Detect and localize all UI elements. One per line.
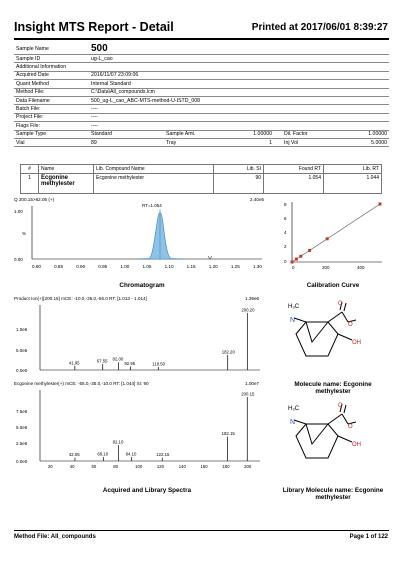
x-tick: 0: [292, 265, 295, 270]
meta-value: 89: [89, 138, 164, 146]
x-tick: 1.15: [186, 264, 196, 269]
atom-label: OH: [352, 340, 361, 346]
meta-value: [89, 63, 389, 71]
peak-label: 82.10: [112, 439, 124, 445]
peak-label: 82.00: [112, 356, 124, 362]
atom-label: O: [348, 322, 353, 328]
y-tick: 5.0e5: [16, 348, 28, 353]
col-header: #: [21, 165, 39, 174]
peak-label: 118.50: [152, 361, 166, 367]
y-tick: 7.5e6: [16, 409, 28, 414]
meta-value: 1: [219, 138, 274, 146]
library-molecule-structure-image: [278, 398, 383, 478]
peak-label: 182.15: [221, 431, 235, 437]
meta-label: Method File:: [14, 88, 89, 96]
y-tick: 4: [284, 230, 287, 235]
meta-value: 1.00000: [219, 130, 274, 138]
x-tick: 1.20: [208, 264, 218, 269]
fit-line: [292, 204, 380, 262]
meta-label: Project File:: [14, 113, 89, 121]
calibration-point: [326, 237, 329, 240]
x-tick: 160: [200, 464, 208, 469]
meta-label: Sample ID: [14, 55, 89, 63]
peak-label: 41.95: [68, 360, 80, 366]
meta-label: Additional Information: [14, 63, 89, 71]
x-tick: 0.85: [54, 264, 64, 269]
peak-label: 200.20: [241, 307, 255, 313]
peak-label: 42.05: [68, 452, 80, 458]
x-tick: 80: [113, 464, 119, 469]
sample-info-table: [14, 43, 389, 147]
peak-label: 92.95: [124, 360, 136, 366]
x-tick: 1.00: [120, 264, 130, 269]
cell: 1.054: [264, 174, 324, 194]
meta-label: Vial: [14, 138, 89, 146]
x-tick: 1.30: [252, 264, 262, 269]
x-tick: 20: [47, 464, 53, 469]
meta-label: Data Filename: [14, 96, 89, 104]
x-tick: 60: [91, 464, 97, 469]
x-tick: 0.80: [32, 264, 41, 269]
x-tick: 1.25: [230, 264, 240, 269]
x-tick: 40: [69, 464, 75, 469]
chromatogram-x-axis: [32, 264, 262, 269]
atom-label: H₃C: [288, 406, 300, 412]
atom-label: O: [338, 301, 343, 307]
atom-label: O: [348, 424, 353, 430]
meta-label: Sample Amt.: [164, 130, 219, 138]
col-header: Name: [39, 165, 94, 174]
y-tick: 5.0e6: [16, 425, 28, 430]
x-tick: 200: [244, 464, 252, 469]
peak-label: 122.15: [156, 452, 170, 458]
peak-label: 68.10: [97, 451, 109, 457]
y-tick: %: [22, 231, 27, 236]
acquired-spectrum-header: Product Ion(+)[200.15] mCE: -10.0,-35.0,-55.0 RT: [1.013 - 1.014]: [14, 296, 147, 301]
sample-name-value: 500: [89, 43, 389, 55]
peak-area: [134, 213, 184, 260]
meta-value: Standard: [89, 130, 164, 138]
rt-label: RT=1.054: [142, 203, 162, 208]
meta-label: Tray: [164, 138, 219, 146]
footer-method-file: Method File: All_compounds: [14, 534, 96, 540]
x-tick: 1.10: [164, 264, 174, 269]
x-tick: 400: [357, 265, 365, 270]
meta-label: Sample Name: [14, 43, 89, 55]
calibration-point: [291, 261, 294, 264]
acquired-spectrum-max: 1.39e6: [245, 296, 260, 301]
footer-divider: [14, 530, 389, 531]
x-tick: 0.95: [98, 264, 108, 269]
x-tick: 1.05: [142, 264, 152, 269]
meta-value: ----: [89, 113, 389, 121]
chromatogram-max: 2.40e5: [250, 197, 265, 202]
y-tick: 1.0e6: [16, 327, 28, 332]
atom-label: N: [290, 317, 296, 324]
col-header: Lib. Compound Name: [94, 165, 214, 174]
footer-page-number: Page 1 of 122: [349, 534, 388, 540]
calibration-point: [379, 203, 382, 206]
meta-label: Inj Vol: [274, 138, 329, 146]
x-tick: 100: [135, 464, 143, 469]
cell: Ecgonine methylester: [94, 174, 214, 194]
acquired-spectrum-plot: [14, 302, 264, 374]
atom-label: OH: [352, 442, 361, 448]
y-tick: 1.00: [14, 209, 23, 214]
cell: 90: [214, 174, 264, 194]
y-tick: 0.0e0: [16, 459, 28, 464]
x-tick: 200: [322, 265, 330, 270]
y-tick: 0: [284, 259, 287, 264]
calibration-caption: Calibration Curve: [306, 282, 360, 289]
molecule-structure-image: [278, 300, 383, 374]
meta-value: ug-L_cao: [89, 55, 389, 63]
calibration-point: [295, 258, 298, 261]
meta-value: ----: [89, 122, 389, 130]
library-molecule-caption: Library Molecule name: Ecgonine methylester: [282, 487, 384, 501]
printed-timestamp: Printed at 2017/06/01 8:39:27: [251, 22, 388, 33]
chromatogram-plot: [14, 203, 264, 265]
calibration-plot: [280, 200, 385, 270]
col-header: Found RT: [264, 165, 324, 174]
meta-value: 5.0000: [329, 138, 389, 146]
y-tick: 8: [284, 202, 287, 207]
meta-label: Acquired Date: [14, 71, 89, 79]
library-spectrum-max: 1.00e7: [245, 381, 260, 386]
y-tick: 6: [284, 216, 287, 221]
peak-label: 182.20: [221, 349, 235, 355]
peak-label: 200.15: [241, 391, 255, 397]
meta-label: Sample Type: [14, 130, 89, 138]
table-row: [21, 174, 382, 194]
col-header: Lib. SI: [214, 165, 264, 174]
x-tick: 120: [156, 464, 165, 469]
compound-table: [20, 164, 382, 194]
spectra-caption: Acquired and Library Spectra: [102, 487, 192, 494]
atom-label: H₃C: [288, 304, 300, 310]
y-tick: 2: [284, 244, 287, 249]
peak-label: 94.10: [125, 451, 137, 457]
cell: 1: [21, 174, 39, 194]
molecule-caption: Molecule name: Ecgonine methylester: [294, 381, 372, 395]
atom-label: O: [338, 403, 343, 409]
chromatogram-caption: Chromatogram: [119, 282, 165, 289]
y-tick: 0.00: [14, 257, 23, 262]
header-divider: [14, 38, 389, 40]
x-tick: 140: [178, 464, 186, 469]
meta-value: 500_ug-L_cao_ABC-MTS-method-U-ISTD_008: [89, 96, 389, 104]
cell: Ecgonine methylester: [39, 174, 94, 194]
meta-value: ----: [89, 105, 389, 113]
atom-label: N: [290, 419, 296, 426]
meta-label: Dil. Factor: [274, 130, 329, 138]
library-spectrum-header: Ecgonine methylester(+) mCE: -55.0,-35.0,-10.0 RT: [1.044] SI: 90: [14, 381, 149, 386]
meta-value: 1.00000: [329, 130, 389, 138]
calibration-point: [308, 249, 311, 252]
calibration-point: [299, 255, 302, 258]
library-spectrum-plot: [14, 387, 264, 471]
meta-value: Internal Standard: [89, 80, 389, 88]
meta-value: 2016/11/07 23:09:06: [89, 71, 389, 79]
meta-label: Batch File:: [14, 105, 89, 113]
peak-label: 67.55: [96, 358, 108, 364]
meta-value: C:\Data\All_compounds.lcm: [89, 88, 389, 96]
x-tick: 0.90: [76, 264, 86, 269]
col-header: Lib. RT: [324, 165, 382, 174]
cell: 1.044: [324, 174, 382, 194]
y-tick: 0.0e0: [16, 368, 28, 373]
chromatogram-header: Q 200.15>82.05 (+): [14, 197, 55, 202]
x-tick: 180: [222, 464, 230, 469]
report-title: Insight MTS Report - Detail: [14, 20, 174, 34]
meta-label: Quant Method: [14, 80, 89, 88]
meta-label: Flags File:: [14, 122, 89, 130]
y-tick: 2.5e6: [16, 441, 28, 446]
